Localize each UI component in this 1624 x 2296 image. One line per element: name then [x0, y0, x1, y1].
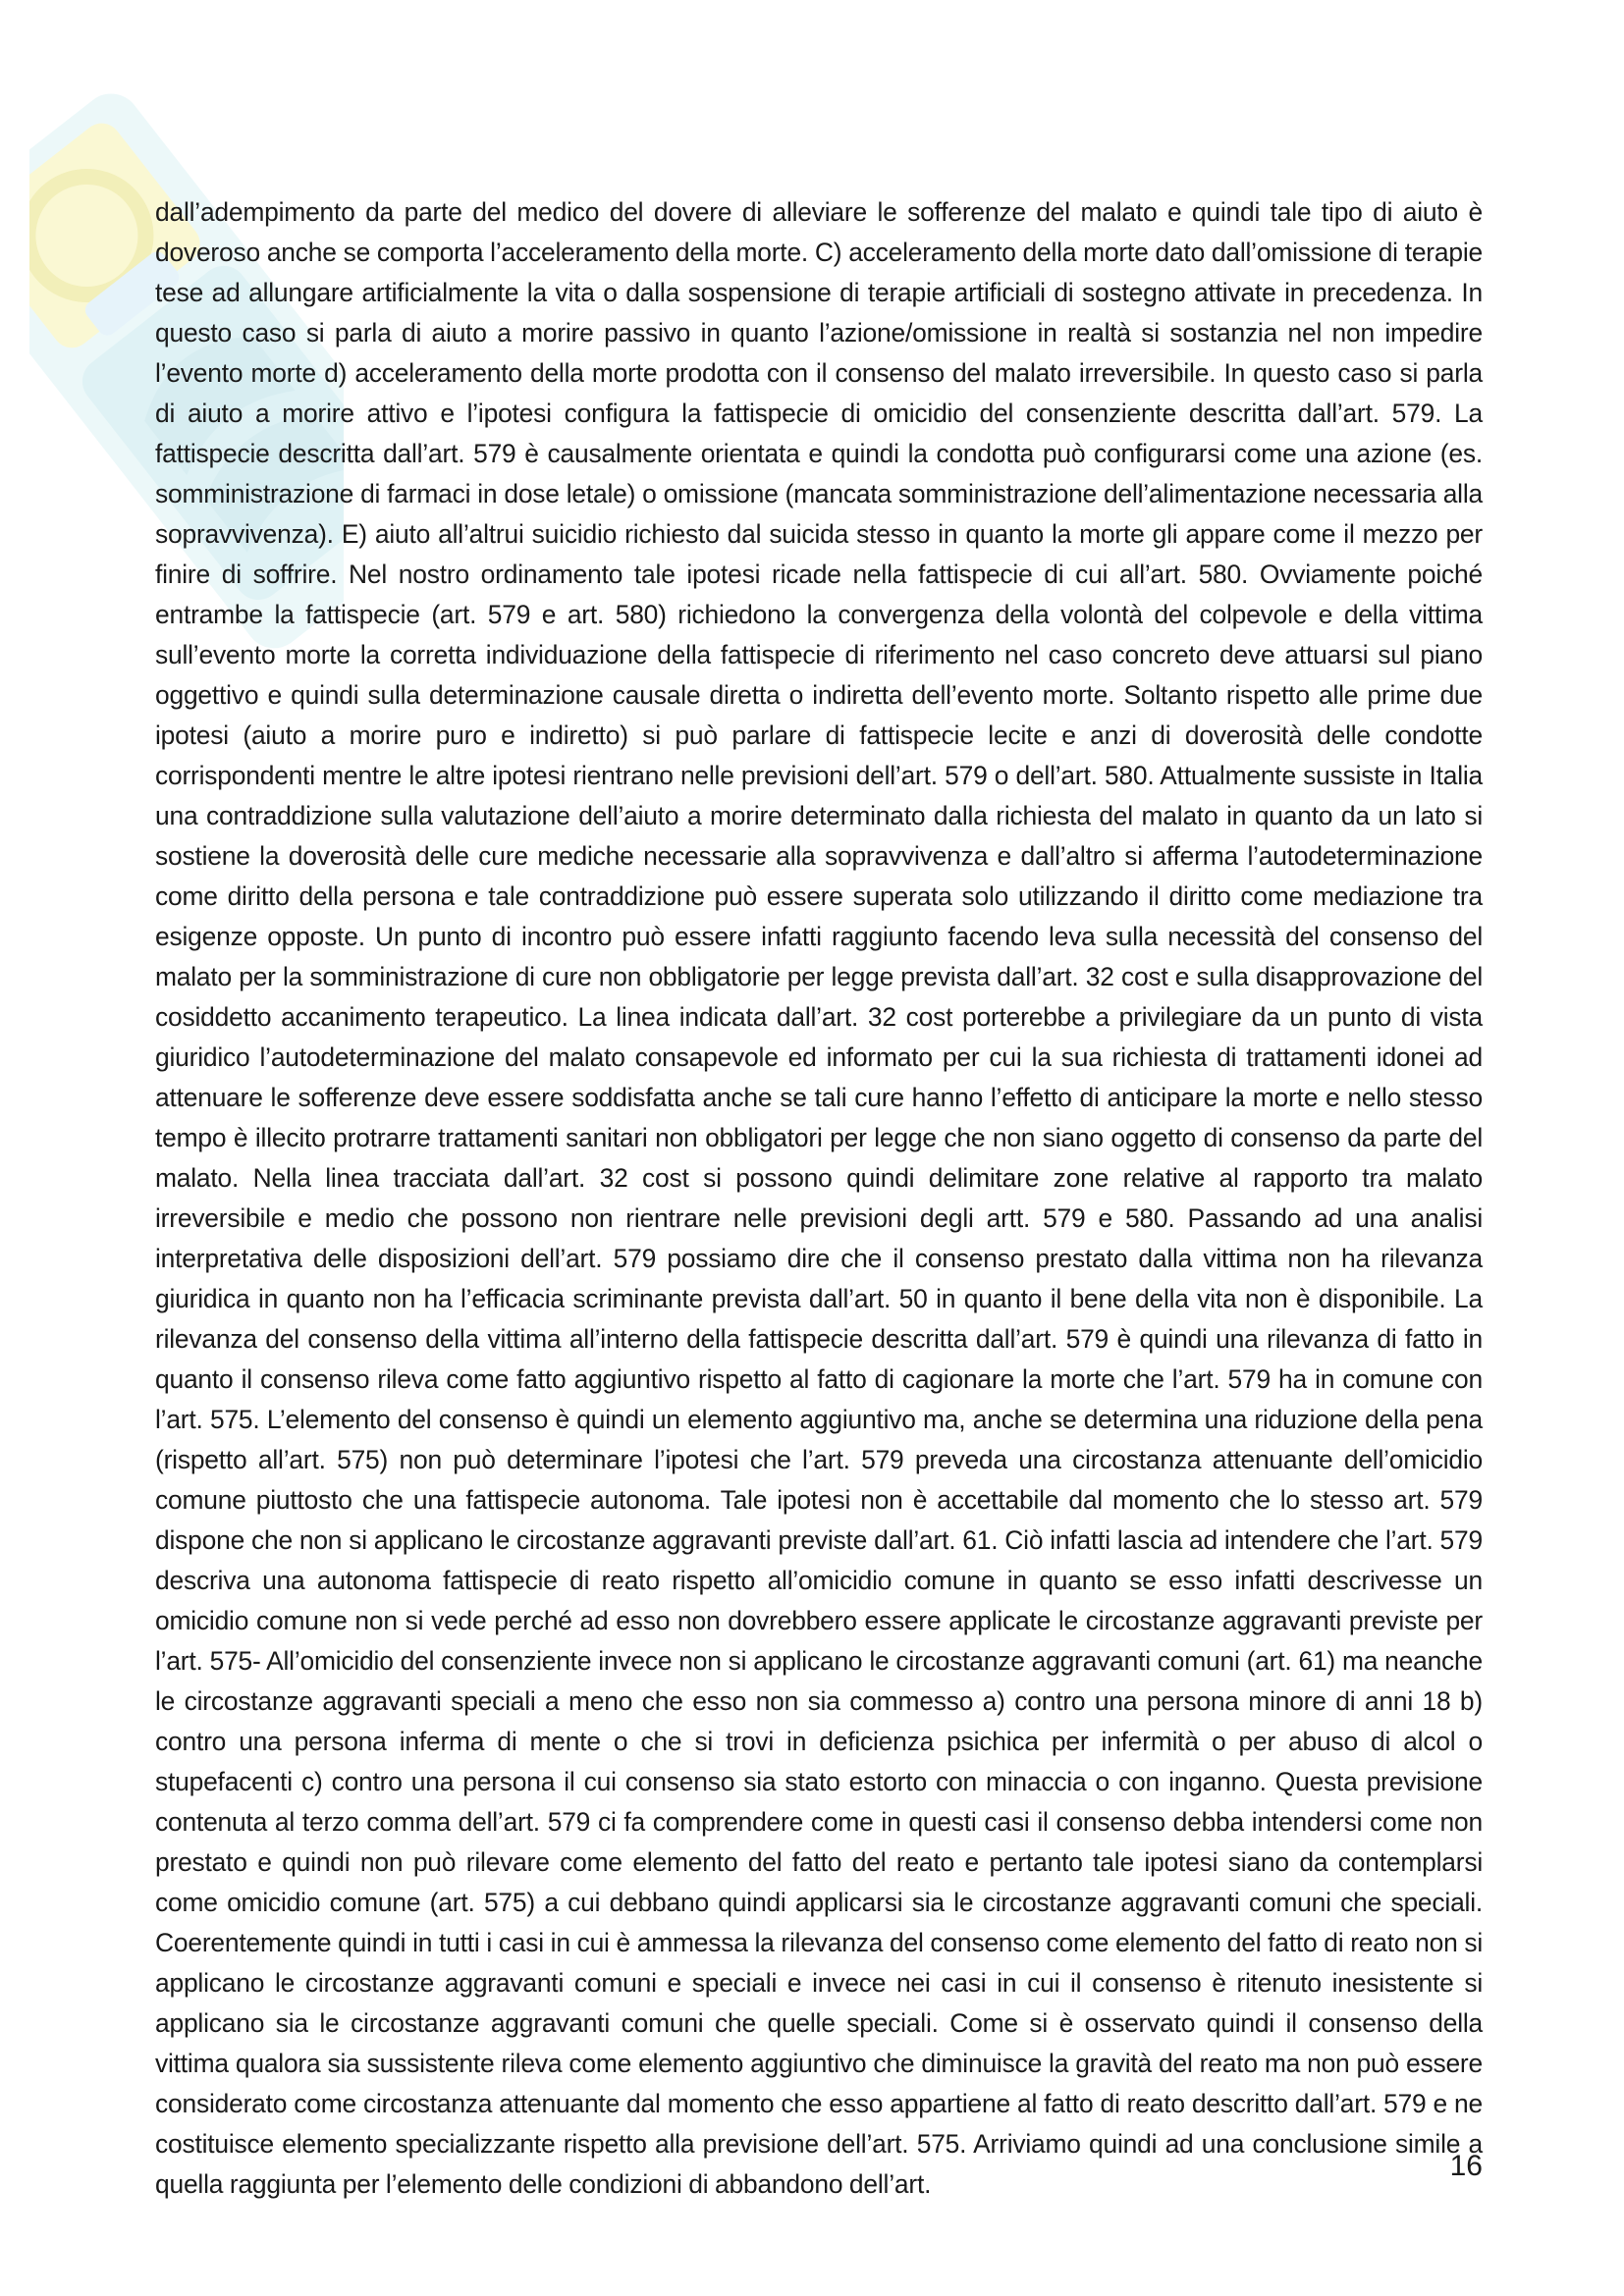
page-number: 16	[1449, 2150, 1483, 2182]
body-paragraph: dall’adempimento da parte del medico del dovere di alleviare le sofferenze del malato e quindi tale tipo di aiuto è doveroso anche se comporta l’acceleramento della morte. C) acceleramento della morte dato dall’omissione di terapie tese ad allungare artificialmente la vita o dalla sospensione di terapie artificiali di sostegno attivate in precedenza. In questo caso si parla di aiuto a morire passivo in quanto l’azione/omissione in realtà si sostanzia nel non impedire l’evento morte d) acceleramento della morte prodotta con il consenso del malato irreversibile. In questo caso si parla di aiuto a morire attivo e l’ipotesi configura la fattispecie di omicidio del consenziente descritta dall’art. 579. La fattispecie descritta dall’art. 579 è causalmente orientata e quindi la condotta può configurarsi come una azione (es. somministrazione di farmaci in dose letale) o omissione (mancata somministrazione dell’alimentazione necessaria alla sopravvivenza). E) aiuto all’altrui suicidio richiesto dal suicida stesso in quanto la morte gli appare come il mezzo per finire di soffrire. Nel nostro ordinamento tale ipotesi ricade nella fattispecie di cui all’art. 580. Ovviamente poiché entrambe la fattispecie (art. 579 e art. 580) richiedono la convergenza della volontà del colpevole e della vittima sull’evento morte la corretta individuazione della fattispecie di riferimento nel caso concreto deve attuarsi sul piano oggettivo e quindi sulla determinazione causale diretta o indiretta dell’evento morte. Soltanto rispetto alle prime due ipotesi (aiuto a morire puro e indiretto) si può parlare di fattispecie lecite e anzi di doverosità delle condotte corrispondenti mentre le altre ipotesi rientrano nelle previsioni dell’art. 579 o dell’art. 580. Attualmente sussiste in Italia una contraddizione sulla valutazione dell’aiuto a morire determinato dalla richiesta del malato in quanto da un lato si sostiene la doverosità delle cure mediche necessarie alla sopravvivenza e dall’altro si afferma l’autodeterminazione come diritto della persona e tale contraddizione può essere superata solo utilizzando il diritto come mediazione tra esigenze opposte. Un punto di incontro può essere infatti raggiunto facendo leva sulla necessità del consenso del malato per la somministrazione di cure non obbligatorie per legge prevista dall’art. 32 cost e sulla disapprovazione del cosiddetto accanimento terapeutico. La linea indicata dall’art. 32 cost porterebbe a privilegiare da un punto di vista giuridico l’autodeterminazione del malato consapevole ed informato per cui la sua richiesta di trattamenti idonei ad attenuare le sofferenze deve essere soddisfatta anche se tali cure hanno l’effetto di anticipare la morte e nello stesso tempo è illecito protrarre trattamenti sanitari non obbligatori per legge che non siano oggetto di consenso da parte del malato. Nella linea tracciata dall’art. 32 cost si possono quindi delimitare zone relative al rapporto tra malato irreversibile e medio che possono non rientrare nelle previsioni degli artt. 579 e 580. Passando ad una analisi interpretativa delle disposizioni dell’art. 579 possiamo dire che il consenso prestato dalla vittima non ha rilevanza giuridica in quanto non ha l’efficacia scriminante prevista dall’art. 50 in quanto il bene della vita non è disponibile. La rilevanza del consenso della vittima all’interno della fattispecie descritta dall’art. 579 è quindi una rilevanza di fatto in quanto il consenso rileva come fatto aggiuntivo rispetto al fatto di cagionare la morte che l’art. 579 ha in comune con l’art. 575. L’elemento del consenso è quindi un elemento aggiuntivo ma, anche se determina una riduzione della pena (rispetto all’art. 575) non può determinare l’ipotesi che l’art. 579 preveda una circostanza attenuante dell’omicidio comune piuttosto che una fattispecie autonoma. Tale ipotesi non è accettabile dal momento che lo stesso art. 579 dispone che non si applicano le circostanze aggravanti previste dall’art. 61. Ciò infatti lascia ad intendere che l’art. 579 descriva una autonoma fattispecie di reato rispetto all’omicidio comune in quanto se esso infatti descrivesse un omicidio comune non si vede perché ad esso non dovrebbero essere applicate le circostanze aggravanti previste per l’art. 575- All’omicidio del consenziente invece non si applicano le circostanze aggravanti comuni (art. 61) ma neanche le circostanze aggravanti speciali a meno che esso non sia commesso a) contro una persona minore di anni 18 b) contro una persona inferma di mente o che si trovi in deficienza psichica per infermità o per abuso di alcol o stupefacenti c) contro una persona il cui consenso sia stato estorto con minaccia o con inganno. Questa previsione contenuta al terzo comma dell’art. 579 ci fa comprendere come in questi casi il consenso debba intendersi come non prestato e quindi non può rilevare come elemento del fatto del reato e pertanto tale ipotesi siano da contemplarsi come omicidio comune (art. 575) a cui debbano quindi applicarsi sia le circostanze aggravanti comuni che speciali. Coerentemente quindi in tutti i casi in cui è ammessa la rilevanza del consenso come elemento del fatto di reato non si applicano le circostanze aggravanti comuni e speciali e invece nei casi in cui il consenso è ritenuto inesistente si applicano sia le circostanze aggravanti comuni che quelle speciali. Come si è osservato quindi il consenso della vittima qualora sia sussistente rileva come elemento aggiuntivo che diminuisce la gravità del reato ma non può essere considerato come circostanza attenuante dal momento che esso appartiene al fatto di reato descritto dall’art. 579 e ne costituisce elemento specializzante rispetto alla previsione dell’art. 575. Arriviamo quindi ad una conclusione simile a quella raggiunta per l’elemento delle condizioni di abbandono dell’art.	[155, 197, 1483, 2199]
